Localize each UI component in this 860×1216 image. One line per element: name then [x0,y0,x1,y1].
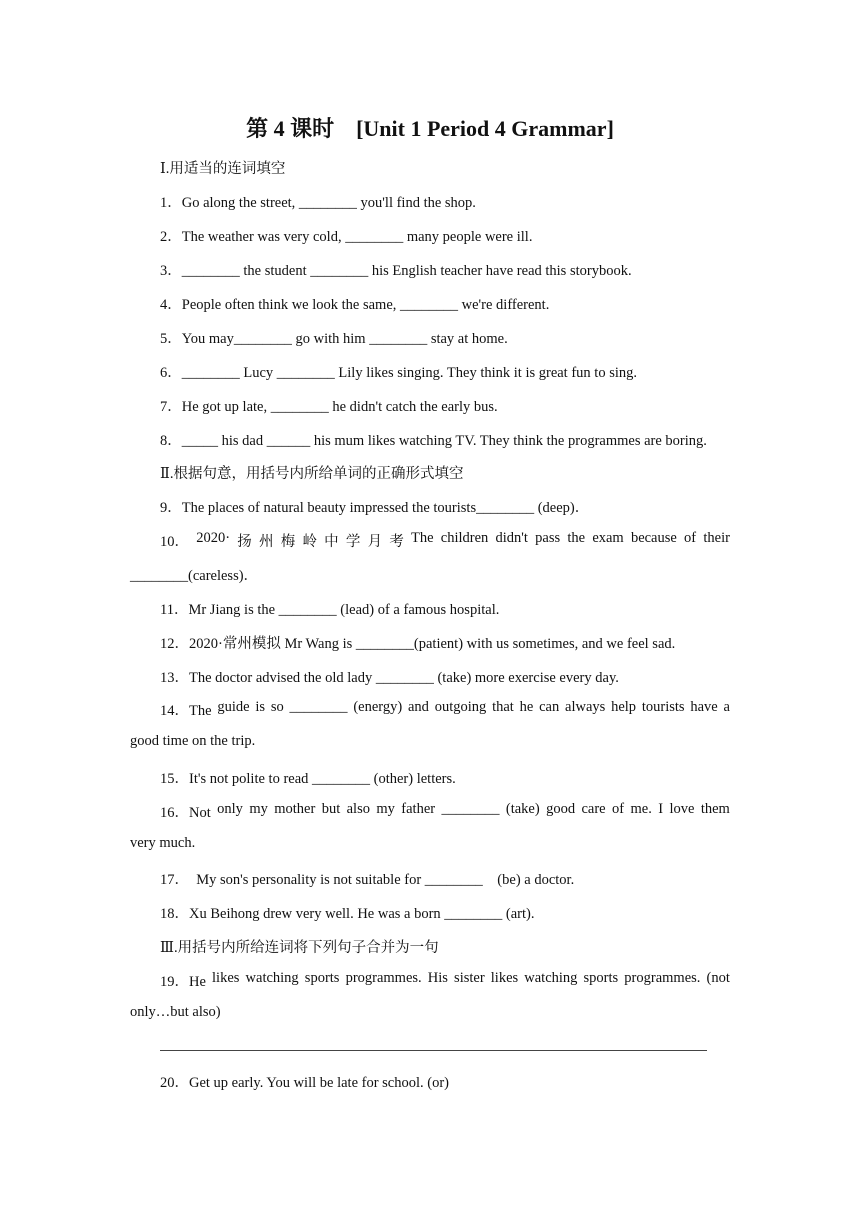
question-14-line2: good time on the trip. [130,733,256,749]
q19-word: His [427,970,448,986]
q16-word: only [217,801,243,817]
page-title: 第 4 课时 [Unit 1 Period 4 Grammar] [246,116,614,141]
q14-word: can [539,699,560,715]
q19-word: watching [245,970,299,986]
question-5: 5．You may________ go with him ________ stay at home. [160,331,508,347]
section-heading-2: Ⅱ.根据句意，用括号内所给单词的正确形式填空 [160,466,464,482]
q10-word: the [567,530,586,546]
q16-word: good [546,801,576,817]
q16-word: of [612,801,625,817]
q10-word: 岭 [302,534,317,550]
question-10-line1 [160,530,730,551]
question-6: 6．________ Lucy ________ Lily likes singing. They think it is great fun to sing. [160,365,637,381]
q14-word: a [723,699,730,715]
question-1: 1．Go along the street, ________ you'll find the shop. [160,195,476,211]
q14-word: outgoing [434,699,487,715]
question-16-line2: very much. [130,835,196,851]
q14-word: always [565,699,606,715]
q10-word: 考 [389,534,404,550]
q14-word: tourists [641,699,685,715]
q19-word: likes [212,970,240,986]
q16-word: love [669,801,695,817]
question-17: 17． My son's personality is not suitable for ________ (be) a doctor. [160,872,575,888]
answer-line[interactable] [160,1050,707,1051]
q10-word: 学 [345,534,361,550]
question-16-line1 [160,801,730,822]
question-20: 20．Get up early. You will be late for school. (or) [160,1075,450,1091]
q14-word: is [255,699,266,715]
q10-word: 扬 [237,534,252,550]
question-8: 8．_____ his dad ______ his mum likes watching TV. They think the programmes are boring. [160,433,707,449]
q16-word: I [658,801,664,817]
q14-word: and [407,699,429,715]
q19-word: sister [454,970,485,986]
q14-word: 14．The [160,703,212,719]
q16-word: mother [274,801,316,817]
q14-word: help [611,699,637,715]
question-14-line1 [160,699,730,720]
question-4: 4．People often think we look the same, ________ we're different. [160,297,550,313]
q16-word: my [249,801,268,817]
question-7: 7．He got up late, ________ he didn't catch the early bus. [160,399,498,415]
q16-word: 16．Not [160,805,211,821]
q19-word: programmes. [345,970,422,986]
q16-word: my [376,801,395,817]
q14-word: (energy) [353,699,403,715]
q10-word: 中 [324,534,339,550]
question-3: 3．________ the student ________ his English teacher have read this storybook. [160,263,632,279]
question-18: 18．Xu Beihong drew very well. He was a born ________ (art). [160,906,535,922]
q10-word: because [630,530,677,546]
q19-word: programmes. [624,970,701,986]
q16-word: care [581,801,606,817]
q10-word: 月 [367,534,383,550]
question-19-line2: only…but also) [130,1004,221,1020]
question-13: 13．The doctor advised the old lady ________ (take) more exercise every day. [160,670,619,686]
q19-word: (not [706,970,730,986]
q16-word: (take) [505,801,540,817]
q16-word: father [401,801,436,817]
question-11: 11．Mr Jiang is the ________ (lead) of a famous hospital. [160,602,500,618]
q10-word: The [411,530,434,546]
q19-word: sports [583,970,619,986]
q16-word: me. [630,801,652,817]
q10-word: their [703,530,730,546]
question-19-line1 [160,970,730,991]
q16-word: ________ [441,801,500,817]
q19-word: sports [304,970,340,986]
question-15: 15．It's not polite to read ________ (other) letters. [160,771,456,787]
q14-word: so [270,699,284,715]
q14-word: he [519,699,534,715]
q14-word: ________ [289,699,348,715]
q16-word: also [346,801,370,817]
q10-word: pass [535,530,561,546]
q10-word: 梅 [280,534,296,550]
q10-word: 10． [160,534,189,550]
section-heading-3: Ⅲ.用括号内所给连词将下列句子合并为一句 [160,940,439,956]
q10-word: of [684,530,697,546]
question-2: 2．The weather was very cold, ________ many people were ill. [160,229,533,245]
section-heading-1: Ⅰ.用适当的连词填空 [160,161,286,177]
q10-word: children [440,530,489,546]
q19-word: likes [490,970,519,986]
question-10-line2: ________(careless)． [130,568,259,584]
question-9: 9．The places of natural beauty impressed the tourists________ (deep)． [160,500,590,516]
question-12: 12．2020·常州模拟 Mr Wang is ________(patient) with us sometimes, and we feel sad. [160,636,676,652]
q19-word: 19．He [160,974,206,990]
q10-word: didn't [495,530,528,546]
q14-word: have [690,699,718,715]
q16-word: but [321,801,341,817]
q19-word: watching [524,970,578,986]
q14-word: guide [217,699,250,715]
q14-word: that [492,699,514,715]
q10-word: 2020· [196,530,231,546]
q16-word: them [700,801,730,817]
q10-word: exam [592,530,624,546]
q10-word: 州 [259,534,274,550]
